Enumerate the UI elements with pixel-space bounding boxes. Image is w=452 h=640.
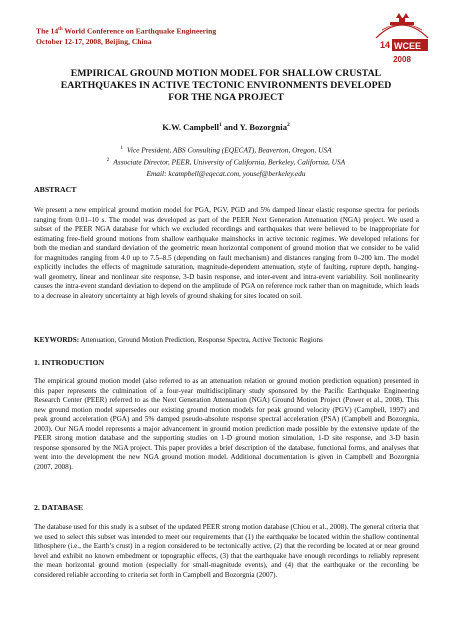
database-text: The database used for this study is a subset of the updated PEER strong motion database (Chiou et al., 2008). The general criteria that we used to select this subset was intended to meet our requirements that (1) the earthquake be located within the shallow continental lithosphere (i.e., the Earth’s crust) in a region considered to be tectonically active, (2) that the recording be located at or near ground level and exhibit no known embedment or topographic effects, (3) that the earthquake have enough recordings to reliably represent the mean horizontal ground motion (especially for small-magnitude events), and (4) that the earthquake or the recording be considered reliable according to criteria set forth in Campbell and Bozorgnia (2007).	[34, 523, 419, 579]
introduction-text: The empirical ground motion model (also referred to as an attenuation relation or ground motion prediction equation) presented in this paper represents the culmination of a four-year multidisciplinary study sponsored by the Pacific Earthquake Engineering Research Center (PEER) referred to as the Next Generation Attenuation (NGA) Ground Motion Project (Power et al., 2008). This new ground motion model supersedes our existing ground motion models for peak ground velocity (PGV) (Campbell, 1997) and peak ground acceleration (PGA) and 5% damped pseudo-absolute response spectral acceleration (PSA) (Campbell and Bozorgnia, 2003). Our NGA model represents a major advancement in ground motion prediction made possible by the extensive update of the PEER strong motion database and the supporting studies on 1-D ground motion simulation, 1-D site response, and 3-D basin response sponsored by the NGA project. This paper provides a brief description of the database, functional forms, and analyses that went into the development the new NGA ground motion model. Additional documentation is given in Campbell and Bozorgnia (2007, 2008).	[34, 377, 419, 471]
abstract-heading: ABSTRACT	[34, 185, 77, 194]
wcee-logo	[372, 10, 432, 66]
affiliation-1: $^1$ Vice President, ABS Consulting (EQECAT), Beaverton, Oregon, USA	[120, 145, 332, 155]
affiliation-2: $^2$ Associate Director, PEER, University of California, Berkeley, California, USA	[106, 157, 346, 167]
author-2: and Y. Bozorgnia	[221, 122, 287, 132]
logo-number: 14	[380, 40, 391, 50]
title-line: EMPIRICAL GROUND MOTION MODEL FOR SHALLOW CRUSTAL	[70, 68, 382, 79]
conference-line-2: October 12-17, 2008, Beijing, China	[36, 37, 152, 47]
author-1: K.W. Campbell	[162, 122, 219, 132]
keywords	[34, 336, 419, 344]
paper-title	[40, 68, 412, 104]
authors: K.W. Campbell$^1$ and Y. Bozorgnia$^2$	[162, 122, 290, 132]
introduction-heading: 1. INTRODUCTION	[34, 358, 105, 367]
affiliations	[40, 144, 412, 179]
abstract-text: We present a new empirical ground motion model for PGA, PGV, PGD and 5% damped linear elastic response spectra for periods ranging from 0.01–10 s. The model was developed as part of the PEER Next Generation Attenuation (NGA) project. We used a subset of the PEER NGA database for which we excluded recordings and earthquakes that were believed to be inappropriate for estimating free-field ground motions from shallow earthquake mainshocks in active tectonic regimes. We developed relations for both the median and standard deviation of the geometric mean horizontal component of ground motion that we consider to be valid for magnitudes ranging from 4.0 up to 7.5–8.5 (depending on fault mechanism) and distances ranging from 0–200 km. The model explicitly includes the effects of magnitude saturation, magnitude-dependent attenuation, style of faulting, rupture depth, hanging-wall geometry, linear and nonlinear site response, 3-D basin response, and inter-event and intra-event variability. Soil nonlinearity causes the intra-event standard deviation to depend on the amplitude of PGA on reference rock rather than on magnitude, which leads to a decrease in aleatory uncertainty at high levels of ground shaking for sites located on soil.	[34, 206, 419, 300]
title-line: EARTHQUAKES IN ACTIVE TECTONIC ENVIRONMENTS DEVELOPED	[60, 80, 392, 91]
conference-line-1: The 14th World Conference on Earthquake Engineering	[36, 26, 217, 36]
conference-header	[36, 25, 216, 48]
keywords-text: Attenuation, Ground Motion Prediction, Response Spectra, Active Tectonic Regions	[79, 336, 323, 344]
title-line: FOR THE NGA PROJECT	[168, 92, 284, 103]
database-heading: 2. DATABASE	[34, 503, 84, 512]
logo-acronym: WCEE	[394, 41, 421, 51]
keywords-label: KEYWORDS:	[34, 336, 80, 344]
logo-year: 2008	[393, 55, 411, 64]
author-email: Email: kcampbell@eqecat.com, yousef@berkeley.edu	[146, 168, 306, 178]
